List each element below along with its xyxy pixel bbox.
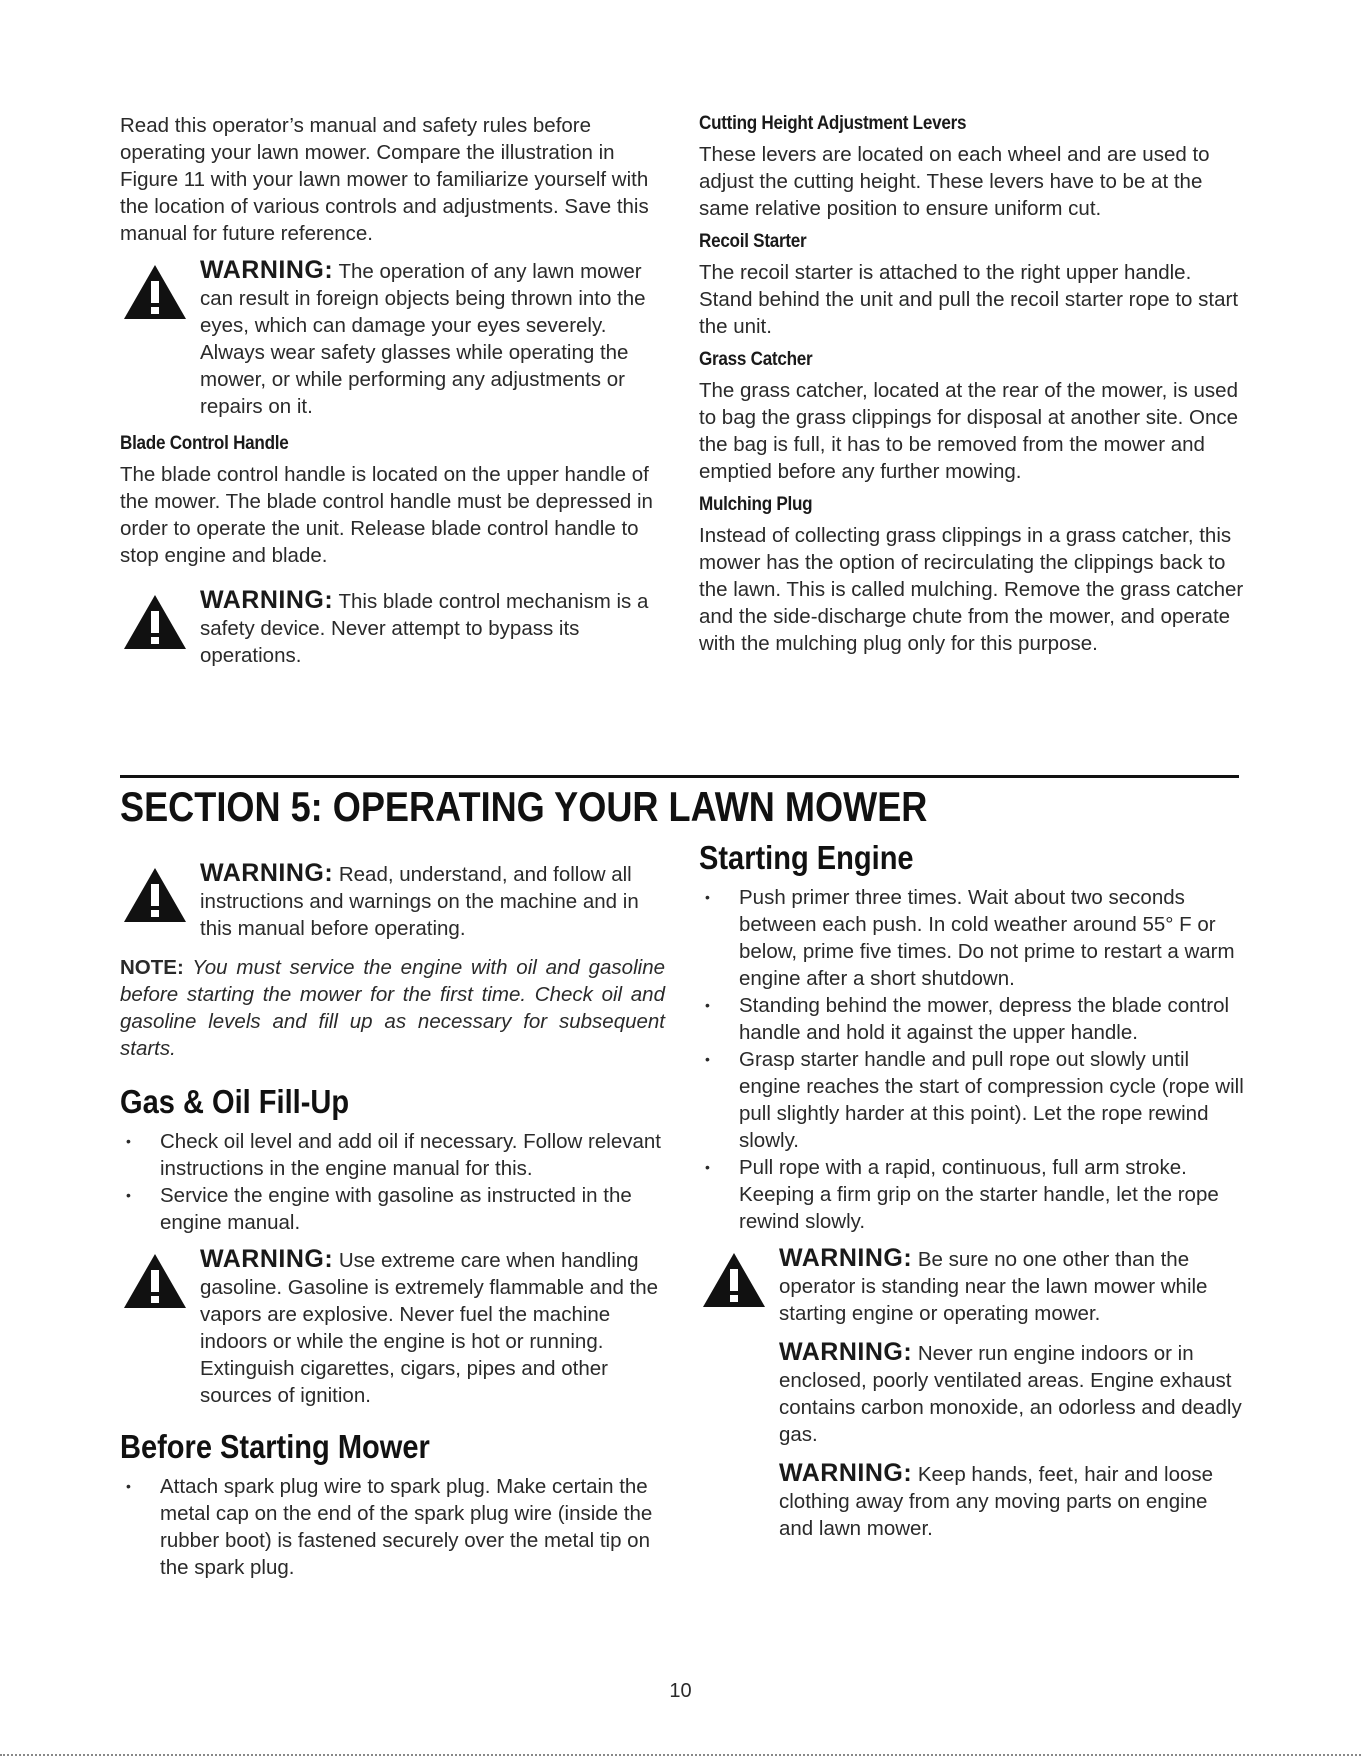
warning-label: WARNING: <box>779 1459 913 1487</box>
warning-read-manual <box>120 860 665 942</box>
warning-blade-mechanism <box>120 587 665 669</box>
warning-triangle-icon <box>122 866 188 924</box>
list-item: • Grasp starter handle and pull rope out slowly until engine reaches the start of compression cycle (rope will pull slightly harder at this point). Let the rope rewind slowly. <box>705 1048 1244 1152</box>
list-item: • Service the engine with gasoline as instructed in the engine manual. <box>126 1184 632 1234</box>
blade-control-text: The blade control handle is located on the upper handle of the mower. The blade control handle must be depressed in order to operate the unit. Release blade control handle to stop engine and blade. <box>120 463 653 567</box>
warning-bystanders <box>699 1245 1244 1327</box>
list-item: • Attach spark plug wire to spark plug. Make certain the metal cap on the end of the spark plug wire (inside the rubber boot) is fastened securely over the metal tip on the spark plug. <box>126 1475 653 1579</box>
starting-engine-list <box>699 884 1244 1235</box>
recoil-starter-heading: Recoil Starter <box>699 231 807 252</box>
section-title: SECTION 5: OPERATING YOUR LAWN MOWER <box>120 783 928 830</box>
warning-triangle-icon <box>122 263 188 321</box>
grass-catcher-heading: Grass Catcher <box>699 349 813 370</box>
gas-oil-heading: Gas & Oil Fill-Up <box>120 1083 350 1120</box>
warning-triangle-icon <box>122 1252 188 1310</box>
list-item: • Check oil level and add oil if necessary. Follow relevant instructions in the engine manual for this. <box>126 1130 661 1180</box>
warning-label: WARNING: <box>779 1338 913 1366</box>
warning-carbon-monoxide <box>699 1339 1244 1448</box>
gas-oil-list <box>120 1128 665 1236</box>
warning-label: WARNING: <box>779 1244 913 1272</box>
bottom-dotted-rule <box>0 1754 1361 1756</box>
page-number: 10 <box>669 1680 692 1702</box>
blade-control-heading: Blade Control Handle <box>120 433 289 454</box>
note-paragraph <box>120 954 665 1062</box>
warning-label: WARNING: <box>200 1245 334 1273</box>
intro-paragraph: Read this operator’s manual and safety rules before operating your lawn mower. Compare the illustration in Figure 11 with your lawn mower to familiarize yourself with the location of various controls and adjustments. Save this manual for future reference. <box>120 114 649 245</box>
bottom-left-column <box>120 838 665 1591</box>
warning-label: WARNING: <box>200 859 334 887</box>
cutting-height-heading: Cutting Height Adjustment Levers <box>699 113 967 134</box>
cutting-height-text: These levers are located on each wheel and are used to adjust the cutting height. These levers have to be at the same relative position to ensure uniform cut. <box>699 143 1210 220</box>
warning-label: WARNING: <box>200 586 334 614</box>
list-item: • Pull rope with a rapid, continuous, full arm stroke. Keeping a firm grip on the starter handle, let the rope rewind slowly. <box>705 1156 1219 1233</box>
before-starting-heading: Before Starting Mower <box>120 1428 430 1465</box>
warning-text: This blade control mechanism is a safety device. Never attempt to bypass its operations. <box>200 590 649 667</box>
mulching-plug-text: Instead of collecting grass clippings in a grass catcher, this mower has the option of recirculating the clippings back to the lawn. This is called mulching. Remove the grass catcher and the side-discharge chute from the mower, and operate with the mulching plug only for this purpose. <box>699 524 1244 655</box>
top-left-column <box>120 112 665 681</box>
warning-moving-parts <box>699 1460 1244 1542</box>
warning-safety-glasses <box>120 257 665 420</box>
mulching-plug-heading: Mulching Plug <box>699 494 813 515</box>
bottom-right-column <box>699 838 1244 1554</box>
list-item: • Standing behind the mower, depress the blade control handle and hold it against the upper handle. <box>705 994 1230 1044</box>
note-text: You must service the engine with oil and gasoline before starting the mower for the first time. Check oil and gasoline levels and fill up as necessary for subsequent starts. <box>120 956 665 1060</box>
top-right-column <box>699 112 1244 665</box>
warning-label: WARNING: <box>200 256 334 284</box>
grass-catcher-text: The grass catcher, located at the rear of the mower, is used to bag the grass clippings for disposal at another site. Once the bag is full, it has to be removed from the mower and emptied before any further mowing. <box>699 379 1239 483</box>
warning-text: Read, understand, and follow all instructions and warnings on the machine and in this manual before operating. <box>200 863 639 940</box>
recoil-starter-text: The recoil starter is attached to the right upper handle. Stand behind the unit and pull the recoil starter rope to start the unit. <box>699 261 1239 338</box>
warning-text: Never run engine indoors or in enclosed, poorly ventilated areas. Engine exhaust contains carbon monoxide, an odorless and deadly gas. <box>779 1342 1242 1446</box>
warning-text: Keep hands, feet, hair and loose clothing away from any moving parts on engine and lawn mower. <box>779 1463 1214 1540</box>
warning-text: Use extreme care when handling gasoline. Gasoline is extremely flammable and the vapors are explosive. Never fuel the machine indoors or while the engine is hot or running. Extinguish cigarettes, cigars, pipes and other sources of ignition. <box>200 1249 659 1407</box>
warning-triangle-icon <box>122 593 188 651</box>
warning-triangle-icon <box>701 1251 767 1309</box>
note-label: NOTE: <box>120 956 184 979</box>
before-starting-list <box>120 1473 665 1581</box>
warning-text: The operation of any lawn mower can result in foreign objects being thrown into the eyes, which can damage your eyes severely. Always wear safety glasses while operating the mower, or while performing any adjustments or repairs on it. <box>200 260 646 418</box>
warning-text: Be sure no one other than the operator is standing near the lawn mower while starting engine or operating mower. <box>779 1248 1208 1325</box>
starting-engine-heading: Starting Engine <box>699 839 914 876</box>
warning-gasoline <box>120 1246 665 1409</box>
list-item: • Push primer three times. Wait about two seconds between each push. In cold weather around 55° F or below, prime five times. Do not prime to restart a warm engine after a short shutdown. <box>705 886 1235 990</box>
section-divider <box>120 775 1239 778</box>
